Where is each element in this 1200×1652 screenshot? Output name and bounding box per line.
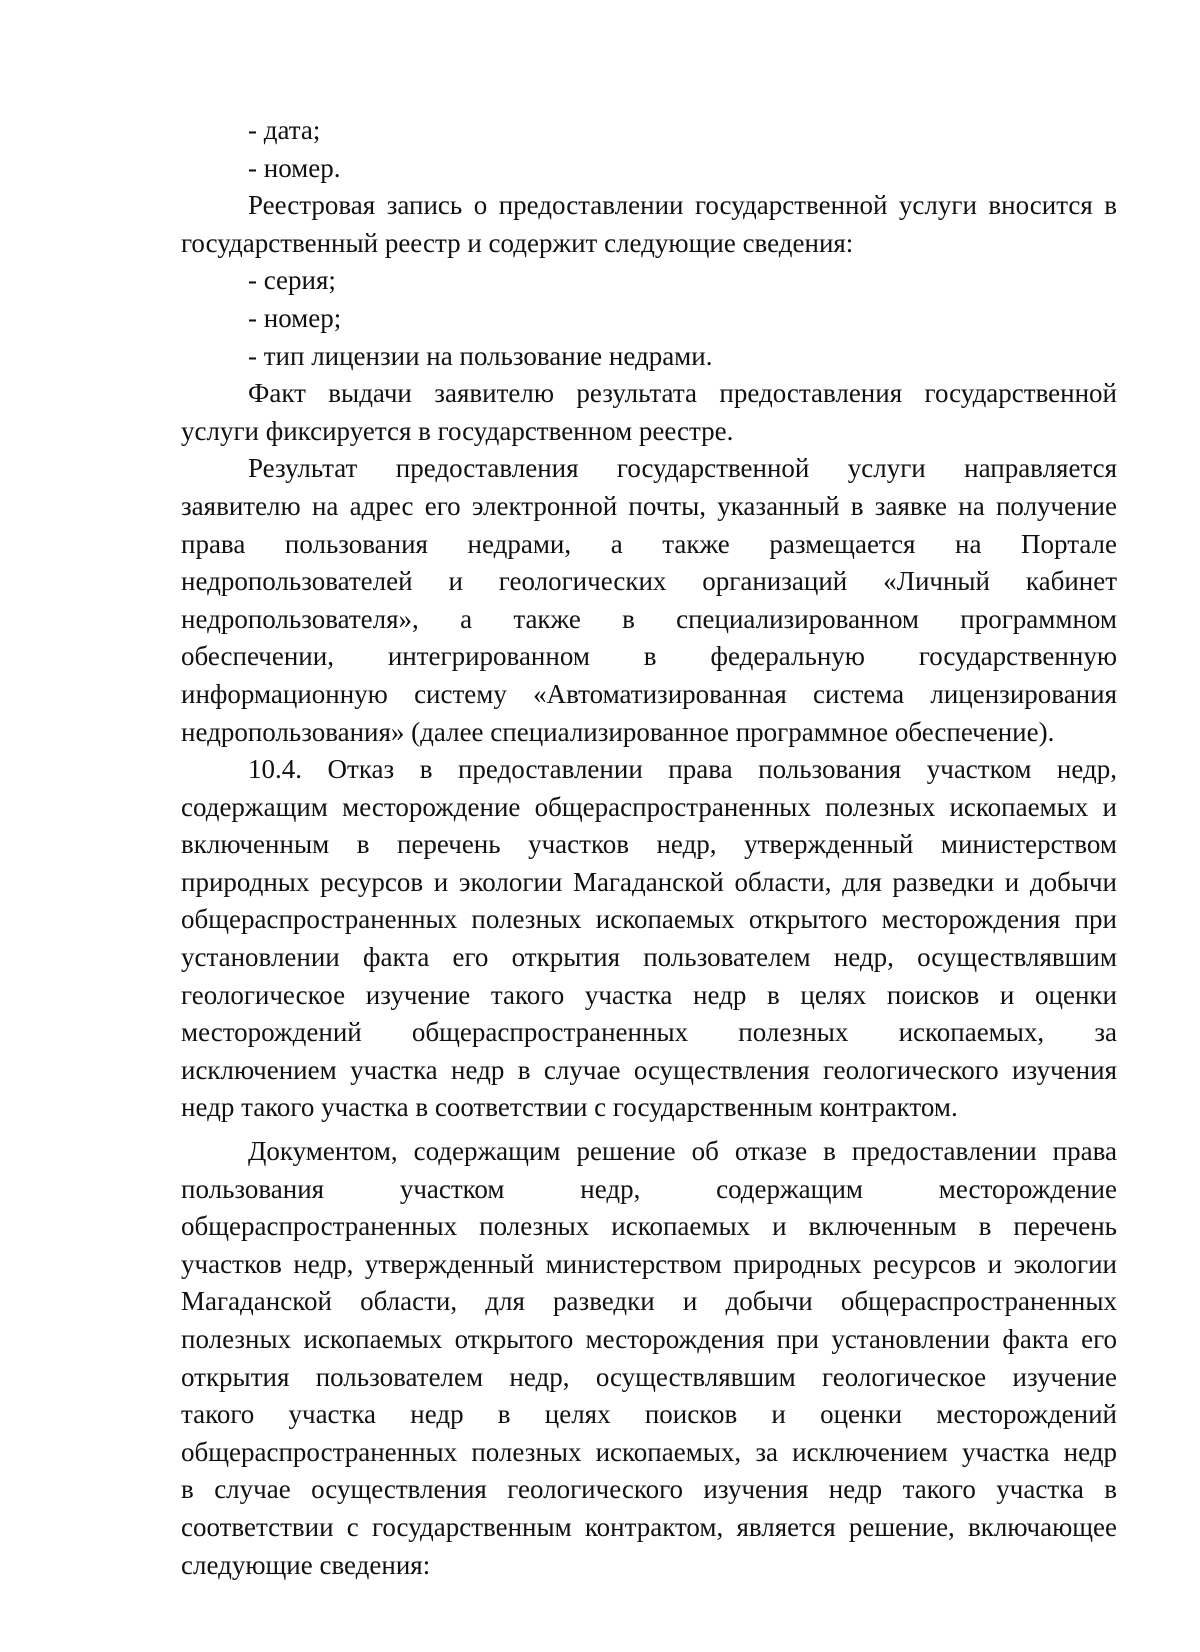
paragraph-line: услуги фиксируется в государственном реестре. [181,415,734,446]
paragraph-line: Магаданской области, для разведки и добычи общераспространенных [181,1286,1117,1317]
paragraph-line: следующие сведения: [181,1549,431,1580]
paragraph-line: такого участка недр в целях поисков и оценки месторождений [181,1399,1117,1430]
list-item-license-type: - тип лицензии на пользование недрами. [248,340,713,371]
list-item-series: - серия; [248,265,336,296]
paragraph-line: содержащим месторождение общераспространенных полезных ископаемых и [181,791,1117,822]
paragraph-line: включенным в перечень участков недр, утвержденный министерством [181,829,1117,860]
paragraph-line: недр такого участка в соответствии с государственным контрактом. [181,1092,958,1123]
paragraph-line: недропользования» (далее специализированное программное обеспечение). [181,716,1055,747]
paragraph-line: открытия пользователем недр, осуществлявшим геологическое изучение [181,1361,1117,1392]
paragraph-line: заявителю на адрес его электронной почты, указанный в заявке на получение [181,490,1117,521]
paragraph-line: государственный реестр и содержит следующие сведения: [181,227,854,258]
list-item-date: - дата; [248,115,321,145]
document-body [181,112,1117,1584]
paragraph-line: участков недр, утвержденный министерством природных ресурсов и экологии [181,1248,1117,1279]
paragraph-line: природных ресурсов и экологии Магаданской области, для разведки и добычи [181,866,1117,897]
paragraph-line: Факт выдачи заявителю результата предоставления государственной [248,378,1117,409]
paragraph-line: пользования участком недр, содержащим месторождение [181,1173,1117,1204]
paragraph-line: месторождений общераспространенных полезных ископаемых, за [181,1017,1117,1048]
section-heading-line: 10.4. Отказ в предоставлении права пользования участком недр, [248,754,1117,785]
list-item-number: - номер. [248,152,341,183]
paragraph-line: Реестровая запись о предоставлении государственной услуги вносится в [248,190,1117,221]
paragraph-line: в случае осуществления геологического изучения недр такого участка в [181,1474,1117,1505]
list-item-number: - номер; [248,302,342,333]
paragraph-line: общераспространенных полезных ископаемых, за исключением участка недр [181,1436,1117,1467]
paragraph-line: соответствии с государственным контрактом, является решение, включающее [181,1511,1117,1542]
paragraph-line: права пользования недрами, а также размещается на Портале [181,528,1117,559]
paragraph-line: исключением участка недр в случае осуществления геологического изучения [181,1054,1117,1085]
paragraph-line: общераспространенных полезных ископаемых и включенным в перечень [181,1211,1117,1242]
paragraph-line: установлении факта его открытия пользователем недр, осуществлявшим [181,942,1117,973]
paragraph-line: недропользователей и геологических организаций «Личный кабинет [181,566,1117,597]
paragraph-line: полезных ископаемых открытого месторождения при установлении факта его [181,1324,1117,1354]
paragraph-line: геологическое изучение такого участка недр в целях поисков и оценки [181,979,1117,1010]
paragraph-line: Результат предоставления государственной услуги направляется [248,453,1117,484]
paragraph-line: недропользователя», а также в специализированном программном [181,603,1117,634]
paragraph-line: обеспечении, интегрированном в федеральную государственную [181,641,1117,672]
paragraph-line: общераспространенных полезных ископаемых открытого месторождения при [181,904,1117,935]
paragraph-line: Документом, содержащим решение об отказе в предоставлении права [248,1136,1117,1167]
paragraph-line: информационную систему «Автоматизированная система лицензирования [181,678,1117,709]
